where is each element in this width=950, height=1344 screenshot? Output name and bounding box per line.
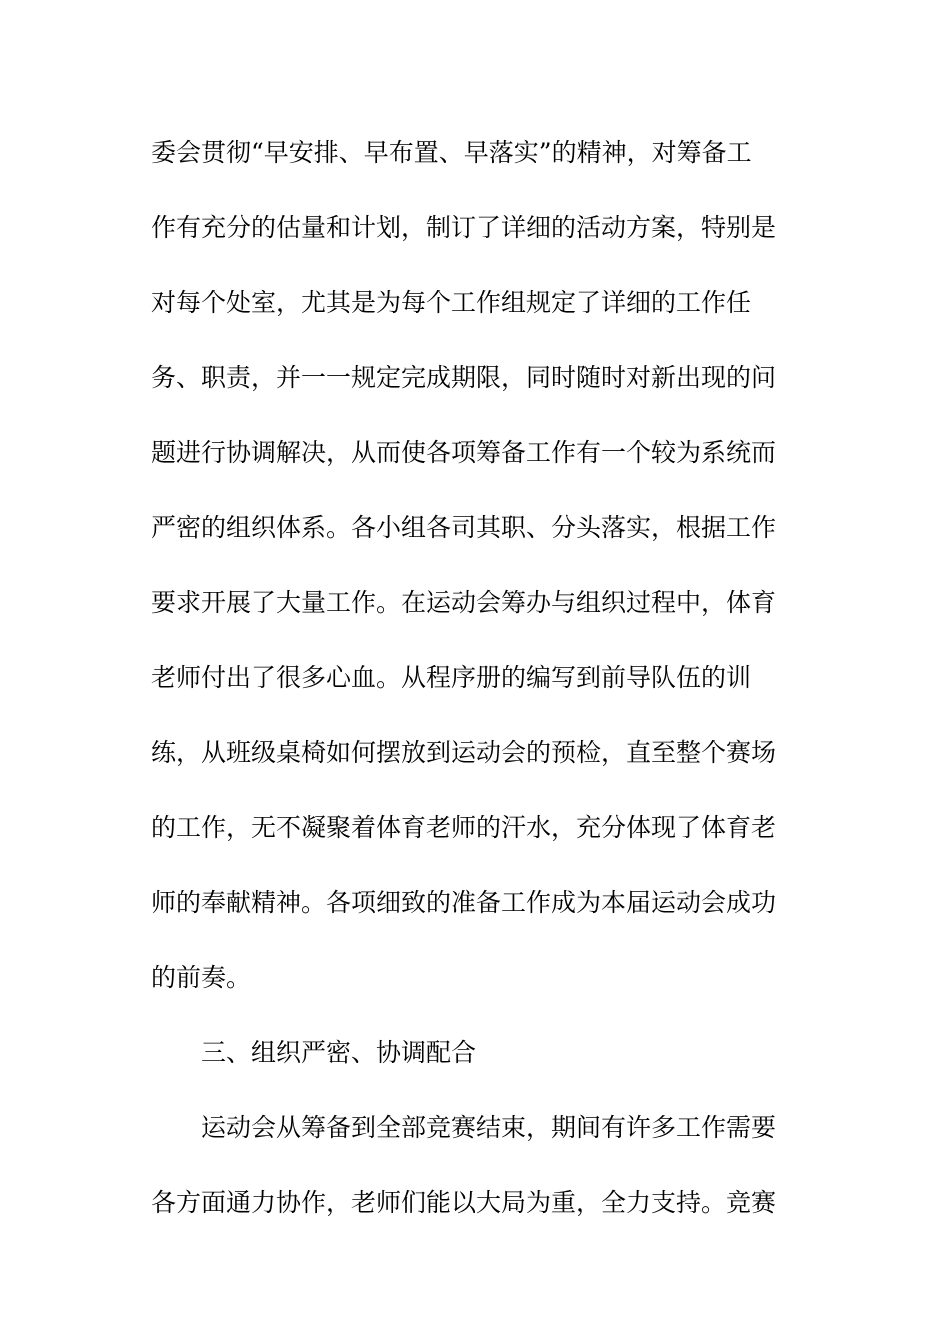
paragraph-line: 的工作，无不凝聚着体育老师的汗水，充分体现了体育老 — [151, 813, 777, 842]
paragraph-line: 要求开展了大量工作。在运动会筹办与组织过程中，体育 — [151, 588, 777, 617]
paragraph-line: 师的奉献精神。各项细致的准备工作成为本届运动会成功 — [151, 888, 777, 917]
paragraph-line: 各方面通力协作，老师们能以大局为重，全力支持。竞赛 — [151, 1188, 777, 1217]
paragraph-line: 委会贯彻“早安排、早布置、早落实”的精神，对筹备工 — [151, 138, 752, 167]
section-heading: 三、组织严密、协调配合 — [201, 1038, 477, 1067]
paragraph-line: 练，从班级桌椅如何摆放到运动会的预检，直至整个赛场 — [151, 738, 777, 767]
paragraph-line: 运动会从筹备到全部竞赛结束，期间有许多工作需要 — [201, 1113, 777, 1142]
paragraph-line: 严密的组织体系。各小组各司其职、分头落实，根据工作 — [151, 513, 777, 542]
paragraph-line: 题进行协调解决，从而使各项筹备工作有一个较为系统而 — [151, 438, 777, 467]
paragraph-line: 对每个处室，尤其是为每个工作组规定了详细的工作任 — [151, 288, 752, 317]
paragraph-line: 的前奏。 — [151, 963, 252, 992]
paragraph-line: 老师付出了很多心血。从程序册的编写到前导队伍的训 — [151, 663, 752, 692]
paragraph-line: 作有充分的估量和计划，制订了详细的活动方案，特别是 — [151, 213, 777, 242]
paragraph-line: 务、职责，并一一规定完成期限，同时随时对新出现的问 — [151, 363, 777, 392]
